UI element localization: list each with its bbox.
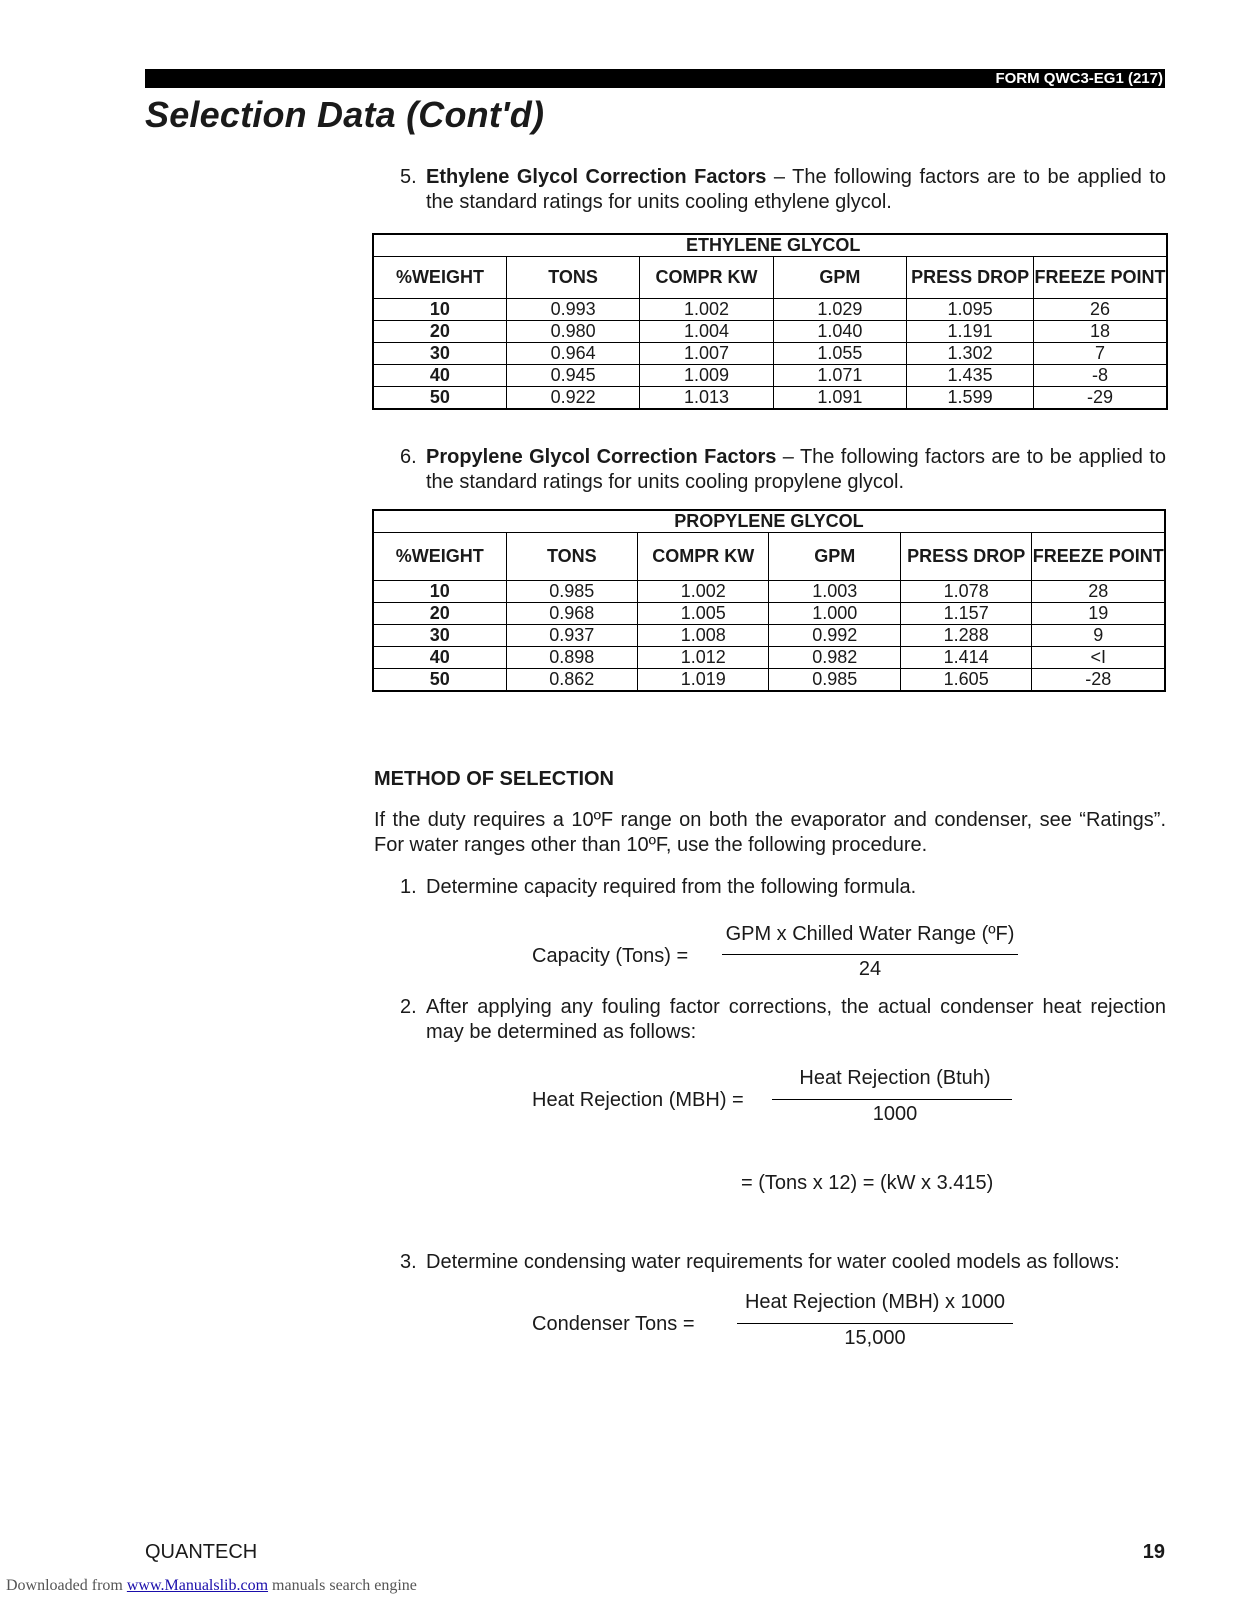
col-tons: TONS (506, 257, 639, 299)
table-row: 30 0.964 1.007 1.055 1.302 7 (373, 343, 1167, 365)
step-3-paragraph (400, 1250, 1166, 1275)
step-3-number: 3. (400, 1251, 417, 1273)
download-prefix: Downloaded from (6, 1577, 127, 1594)
formula-3-numerator: Heat Rejection (MBH) x 1000 (744, 1291, 1006, 1313)
formula-2-label: Heat Rejection (MBH) = (532, 1089, 744, 1111)
ethylene-table-title: ETHYLENE GLYCOL (640, 234, 907, 257)
col-gpm: GPM (769, 533, 900, 581)
item-6-paragraph (400, 445, 1167, 495)
col-press-drop: PRESS DROP (900, 533, 1031, 581)
step-2-number: 2. (400, 996, 417, 1018)
formula-1-fraction-line (722, 954, 1018, 955)
formula-3-fraction-line (737, 1323, 1013, 1324)
col-press-drop: PRESS DROP (907, 257, 1034, 299)
formula-1-denominator: 24 (858, 958, 882, 980)
step-2-text: After applying any fouling factor corrections, the actual condenser heat rejection may be determined as follows: (426, 996, 1166, 1043)
formula-2-numerator: Heat Rejection (Btuh) (799, 1067, 991, 1089)
table-row: 40 0.945 1.009 1.071 1.435 -8 (373, 365, 1167, 387)
col-freeze-point: FREEZE POINT (1032, 533, 1165, 581)
page-number: 19 (1142, 1541, 1165, 1563)
table-row: 10 0.993 1.002 1.029 1.095 26 (373, 299, 1167, 321)
formula-3-label: Condenser Tons = (532, 1313, 695, 1335)
step-2-paragraph (400, 995, 1166, 1045)
step-3-text: Determine condensing water requirements for water cooled models as follows: (426, 1251, 1120, 1273)
formula-1-label: Capacity (Tons) = (532, 945, 689, 967)
table-row: 50 0.862 1.019 0.985 1.605 -28 (373, 669, 1165, 692)
item-6-number: 6. (400, 446, 417, 468)
col-compr-kw: COMPR KW (638, 533, 769, 581)
table-row: 30 0.937 1.008 0.992 1.288 9 (373, 625, 1165, 647)
col-compr-kw: COMPR KW (640, 257, 773, 299)
method-heading: METHOD OF SELECTION (374, 768, 614, 790)
ethylene-glycol-table (372, 233, 1168, 410)
header-bar (145, 69, 1165, 88)
propylene-table-title: PROPYLENE GLYCOL (638, 510, 901, 533)
formula-3-denominator: 15,000 (844, 1327, 906, 1349)
col-weight: %WEIGHT (373, 533, 506, 581)
item-5-paragraph (400, 165, 1166, 215)
download-suffix: manuals search engine (268, 1577, 417, 1594)
table-row: 50 0.922 1.013 1.091 1.599 -29 (373, 387, 1167, 410)
footer-brand: QUANTECH (145, 1541, 258, 1563)
table-row: 10 0.985 1.002 1.003 1.078 28 (373, 581, 1165, 603)
step-1-text: Determine capacity required from the following formula. (426, 876, 917, 898)
item-5-heading: Ethylene Glycol Correction Factors (426, 166, 767, 188)
formula-1-numerator: GPM x Chilled Water Range (ºF) (725, 923, 1015, 945)
download-notice (6, 1577, 417, 1595)
step-1-number: 1. (400, 876, 417, 898)
col-weight: %WEIGHT (373, 257, 506, 299)
table-row: 20 0.980 1.004 1.040 1.191 18 (373, 321, 1167, 343)
propylene-glycol-table (372, 509, 1166, 692)
page-title: Selection Data (Cont'd) (145, 94, 545, 135)
table-row: 40 0.898 1.012 0.982 1.414 <I (373, 647, 1165, 669)
col-tons: TONS (506, 533, 637, 581)
item-5-text: – The following factors are to be applied to the standard ratings for units cooling ethylene glycol. (426, 166, 1166, 213)
item-5-number: 5. (400, 166, 417, 188)
col-gpm: GPM (773, 257, 906, 299)
method-intro: If the duty requires a 10ºF range on both the evaporator and condenser, see “Ratings”. For water ranges other than 10ºF, use the following procedure. (374, 809, 1166, 856)
formula-2-equivalent: = (Tons x 12) = (kW x 3.415) (741, 1172, 994, 1194)
formula-2-denominator: 1000 (872, 1103, 918, 1125)
manualslib-link[interactable]: www.Manualslib.com (126, 1577, 269, 1594)
form-id: FORM QWC3-EG1 (217) (995, 70, 1163, 87)
step-1-paragraph (400, 875, 1166, 900)
formula-2-fraction-line (772, 1099, 1012, 1100)
col-freeze-point: FREEZE POINT (1034, 257, 1167, 299)
table-row: 20 0.968 1.005 1.000 1.157 19 (373, 603, 1165, 625)
item-6-heading: Propylene Glycol Correction Factors (426, 446, 777, 468)
item-6-text: – The following factors are to be applied to the standard ratings for units cooling propylene glycol. (426, 446, 1167, 493)
